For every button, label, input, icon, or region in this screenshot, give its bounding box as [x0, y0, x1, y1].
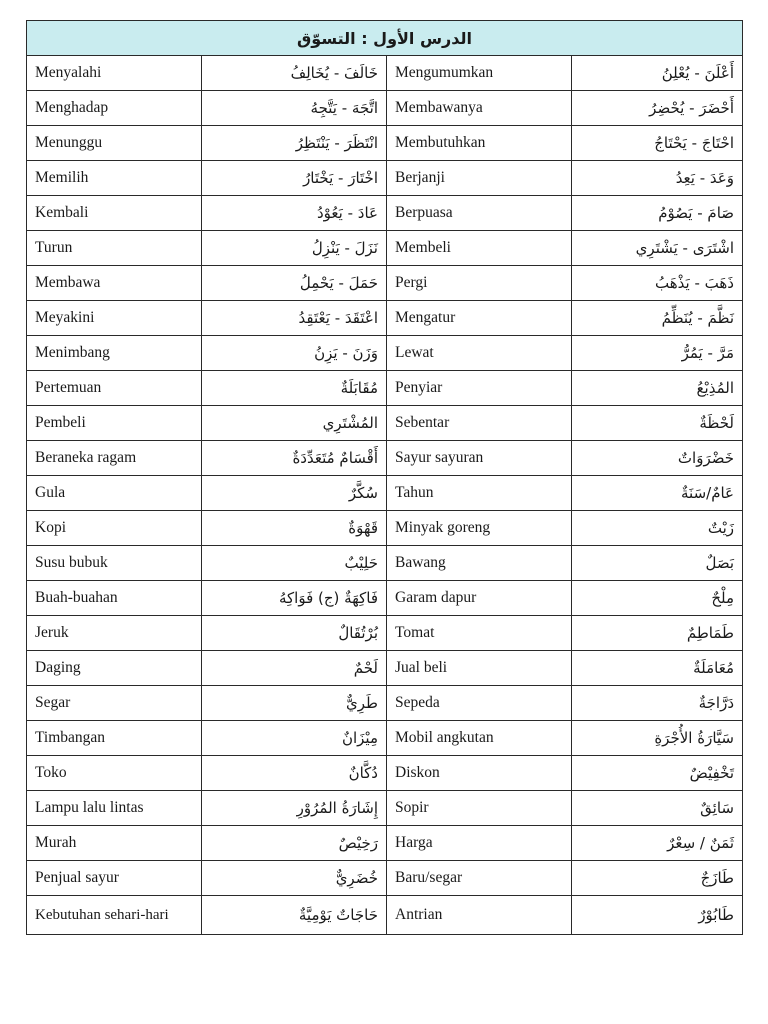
indonesian-word-right: Baru/segar [387, 861, 572, 896]
indonesian-word-right: Mengumumkan [387, 56, 572, 91]
indonesian-word-right: Harga [387, 826, 572, 861]
table-row [27, 266, 743, 301]
arabic-word-right: سَائِقٌ [572, 791, 743, 826]
arabic-word-left: فَاكِهَةٌ (ج) فَوَاكِهُ [202, 581, 387, 616]
table-row [27, 406, 743, 441]
indonesian-word-left: Membawa [27, 266, 202, 301]
table-row [27, 301, 743, 336]
arabic-word-right: سَيَّارَةُ الأُجْرَةِ [572, 721, 743, 756]
table-row [27, 371, 743, 406]
table-row [27, 476, 743, 511]
table-row [27, 581, 743, 616]
arabic-word-left: المُشْتَرِي [202, 406, 387, 441]
indonesian-word-left: Menyalahi [27, 56, 202, 91]
table-row [27, 686, 743, 721]
arabic-word-left: خَالَفَ - يُخَالِفُ [202, 56, 387, 91]
table-row [27, 721, 743, 756]
arabic-word-right: أَعْلَنَ - يُعْلِنُ [572, 56, 743, 91]
indonesian-word-right: Pergi [387, 266, 572, 301]
arabic-word-right: بَصَلٌ [572, 546, 743, 581]
arabic-word-left: بُرْتُقَالٌ [202, 616, 387, 651]
indonesian-word-left: Susu bubuk [27, 546, 202, 581]
indonesian-word-left: Kopi [27, 511, 202, 546]
arabic-word-left: وَزَنَ - يَزِنُ [202, 336, 387, 371]
indonesian-word-right: Membawanya [387, 91, 572, 126]
indonesian-word-left: Timbangan [27, 721, 202, 756]
arabic-word-right: ذَهَبَ - يَذْهَبُ [572, 266, 743, 301]
indonesian-word-left: Pertemuan [27, 371, 202, 406]
indonesian-word-left: Penjual sayur [27, 861, 202, 896]
table-row [27, 126, 743, 161]
table-row [27, 896, 743, 935]
indonesian-word-left: Jeruk [27, 616, 202, 651]
table-row [27, 861, 743, 896]
arabic-word-left: أَقْسَامٌ مُتَعَدِّدَةٌ [202, 441, 387, 476]
indonesian-word-right: Tomat [387, 616, 572, 651]
indonesian-word-right: Berjanji [387, 161, 572, 196]
arabic-word-left: رَخِيْصٌ [202, 826, 387, 861]
arabic-word-right: تَخْفِيْضٌ [572, 756, 743, 791]
indonesian-word-left: Menghadap [27, 91, 202, 126]
arabic-word-left: عَادَ - يَعُوْدُ [202, 196, 387, 231]
indonesian-word-right: Sepeda [387, 686, 572, 721]
arabic-word-right: عَامٌ/سَنَةٌ [572, 476, 743, 511]
indonesian-word-left: Lampu lalu lintas [27, 791, 202, 826]
arabic-word-left: خُضَرِيٌّ [202, 861, 387, 896]
indonesian-word-right: Penyiar [387, 371, 572, 406]
indonesian-word-left: Beraneka ragam [27, 441, 202, 476]
indonesian-word-left: Daging [27, 651, 202, 686]
arabic-word-left: نَزَلَ - يَنْزِلُ [202, 231, 387, 266]
indonesian-word-left: Meyakini [27, 301, 202, 336]
arabic-word-right: طَابُوْرٌ [572, 896, 743, 935]
table-row [27, 161, 743, 196]
table-row [27, 231, 743, 266]
indonesian-word-right: Mobil angkutan [387, 721, 572, 756]
indonesian-word-right: Membeli [387, 231, 572, 266]
arabic-word-right: وَعَدَ - يَعِدُ [572, 161, 743, 196]
arabic-word-left: حَمَلَ - يَحْمِلُ [202, 266, 387, 301]
table-row [27, 511, 743, 546]
arabic-word-right: لَحْظَةٌ [572, 406, 743, 441]
indonesian-word-right: Bawang [387, 546, 572, 581]
arabic-word-right: المُذِيْعُ [572, 371, 743, 406]
arabic-word-right: صَامَ - يَصُوْمُ [572, 196, 743, 231]
vocabulary-table [26, 20, 743, 935]
table-row [27, 826, 743, 861]
indonesian-word-right: Membutuhkan [387, 126, 572, 161]
indonesian-word-left: Kembali [27, 196, 202, 231]
indonesian-word-right: Lewat [387, 336, 572, 371]
arabic-word-right: مُعَامَلَةٌ [572, 651, 743, 686]
arabic-word-left: طَرِيٌّ [202, 686, 387, 721]
indonesian-word-left: Segar [27, 686, 202, 721]
indonesian-word-left: Menimbang [27, 336, 202, 371]
arabic-word-left: حَاجَاتٌ يَوْمِيَّةٌ [202, 896, 387, 935]
arabic-word-left: انْتَظَرَ - يَنْتَظِرُ [202, 126, 387, 161]
table-row [27, 546, 743, 581]
arabic-word-right: أَحْضَرَ - يُحْضِرُ [572, 91, 743, 126]
arabic-word-left: اتَّجَهَ - يَتَّجِهُ [202, 91, 387, 126]
arabic-word-right: خَضْرَوَاتٌ [572, 441, 743, 476]
indonesian-word-right: Berpuasa [387, 196, 572, 231]
indonesian-word-right: Diskon [387, 756, 572, 791]
arabic-word-right: نَظَّمَ - يُنَظِّمُ [572, 301, 743, 336]
indonesian-word-right: Mengatur [387, 301, 572, 336]
table-row [27, 56, 743, 91]
indonesian-word-right: Garam dapur [387, 581, 572, 616]
arabic-word-left: اخْتَارَ - يَخْتَارُ [202, 161, 387, 196]
indonesian-word-left: Kebutuhan sehari-hari [27, 896, 202, 935]
indonesian-word-left: Memilih [27, 161, 202, 196]
arabic-word-right: طَازَجٌ [572, 861, 743, 896]
table-row [27, 791, 743, 826]
indonesian-word-left: Pembeli [27, 406, 202, 441]
arabic-word-right: احْتَاجَ - يَحْتَاجُ [572, 126, 743, 161]
arabic-word-left: حَلِيْبٌ [202, 546, 387, 581]
indonesian-word-right: Jual beli [387, 651, 572, 686]
indonesian-word-left: Buah-buahan [27, 581, 202, 616]
arabic-word-left: سُكَّرٌ [202, 476, 387, 511]
arabic-word-left: مِيْزَانٌ [202, 721, 387, 756]
arabic-word-right: دَرَّاجَةٌ [572, 686, 743, 721]
indonesian-word-right: Tahun [387, 476, 572, 511]
indonesian-word-left: Turun [27, 231, 202, 266]
arabic-word-right: طَمَاطِمٌ [572, 616, 743, 651]
arabic-word-right: مِلْحٌ [572, 581, 743, 616]
vocabulary-rows [27, 56, 743, 935]
lesson-title: الدرس الأول : التسوّق [27, 21, 743, 56]
table-row [27, 91, 743, 126]
indonesian-word-left: Gula [27, 476, 202, 511]
indonesian-word-right: Antrian [387, 896, 572, 935]
arabic-word-left: دُكَّانٌ [202, 756, 387, 791]
indonesian-word-right: Sopir [387, 791, 572, 826]
arabic-word-right: ثَمَنٌ / سِعْرٌ [572, 826, 743, 861]
table-row [27, 336, 743, 371]
arabic-word-right: اشْتَرَى - يَشْتَرِي [572, 231, 743, 266]
indonesian-word-left: Menunggu [27, 126, 202, 161]
indonesian-word-left: Toko [27, 756, 202, 791]
indonesian-word-right: Sayur sayuran [387, 441, 572, 476]
table-row [27, 756, 743, 791]
arabic-word-left: إِشَارَةُ المُرُوْرِ [202, 791, 387, 826]
indonesian-word-left: Murah [27, 826, 202, 861]
table-row [27, 616, 743, 651]
indonesian-word-right: Sebentar [387, 406, 572, 441]
table-row [27, 196, 743, 231]
arabic-word-left: اعْتَقَدَ - يَعْتَقِدُ [202, 301, 387, 336]
arabic-word-right: زَيْتٌ [572, 511, 743, 546]
table-row [27, 441, 743, 476]
arabic-word-left: لَحْمٌ [202, 651, 387, 686]
arabic-word-right: مَرَّ - يَمُرُّ [572, 336, 743, 371]
indonesian-word-right: Minyak goreng [387, 511, 572, 546]
table-row [27, 651, 743, 686]
arabic-word-left: قَهْوَةٌ [202, 511, 387, 546]
arabic-word-left: مُقَابَلَةٌ [202, 371, 387, 406]
